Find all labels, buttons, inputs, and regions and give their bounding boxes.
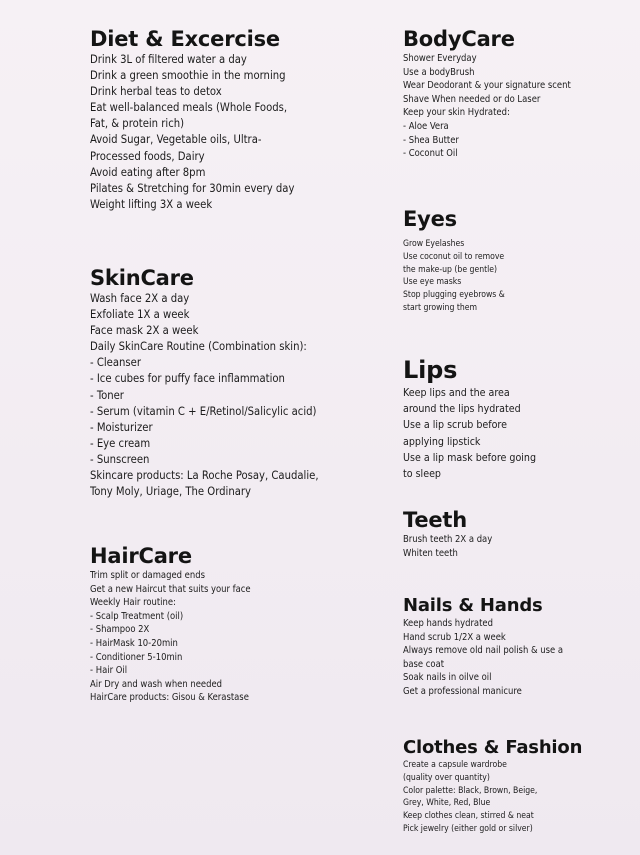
list-item: Drink a green smoothie in the morning [90,69,286,83]
section-clothes [403,736,635,836]
list-item: - Hair Oil [90,665,128,677]
list-item: Hand scrub 1/2X a week [403,631,506,643]
list-item: Stop plugging eyebrows & [403,290,505,301]
list-item: Keep your skin Hydrated: [403,107,510,119]
list-item: - Eye cream [90,436,151,450]
list-item: Color palette: Black, Brown, Beige, [403,785,538,796]
section-title: Teeth [403,508,468,532]
section-teeth [403,507,635,560]
list-item: Always remove old nail polish & use a [403,645,563,657]
list-item: - Aloe Vera [403,120,449,132]
section-haircare [90,543,390,705]
list-item: - Toner [90,388,124,402]
list-item: - Cleanser [90,356,141,370]
item-list [403,759,635,836]
list-item: Keep hands hydrated [403,618,493,629]
list-item: the make-up (be gentle) [403,264,498,275]
list-item: Processed foods, Dairy [90,149,205,163]
list-item: Use eye masks [403,277,462,288]
list-item: base coat [403,658,445,670]
list-item: Drink 3L of filtered water a day [90,53,247,66]
item-list [403,385,635,482]
list-item: Face mask 2X a week [90,324,199,338]
item-list [403,238,635,315]
list-item: Pick jewelry (either gold or silver) [403,823,533,834]
list-item: - Serum (vitamin C + E/Retinol/Salicylic acid) [90,404,317,418]
section-bodycare [403,26,635,161]
list-item: Brush teeth 2X a day [403,534,493,545]
list-item: Grow Eyelashes [403,239,465,249]
list-item: Daily SkinCare Routine (Combination skin): [90,340,307,354]
list-item: - Scalp Treatment (oil) [90,610,184,622]
list-item: (quality over quantity) [403,772,490,783]
section-title: HairCare [90,544,192,568]
section-nails [403,594,635,699]
list-item: Wear Deodorant & your signature scent [403,80,571,92]
list-item: - HairMask 10-20min [90,637,178,649]
item-list [90,569,390,705]
item-list [403,52,635,161]
list-item: to sleep [403,468,441,481]
list-item: Keep lips and the area [403,387,510,399]
list-item: Pilates & Stretching for 30min every day [90,181,295,195]
section-title: Eyes [403,207,457,231]
list-item: Keep clothes clean, stirred & neat [403,811,534,822]
list-item: Use coconut oil to remove [403,251,505,262]
section-lips [403,355,635,482]
list-item: Get a professional manicure [403,685,522,697]
list-item: Exfoliate 1X a week [90,308,190,322]
list-item: Whiten teeth [403,547,458,559]
section-title: Nails & Hands [403,595,543,616]
item-list [403,617,635,699]
list-item: around the lips hydrated [403,403,521,416]
section-eyes [403,206,635,315]
list-item: Fat, & protein rich) [90,117,185,131]
item-list [90,52,390,213]
list-item: Eat well-balanced meals (Whole Foods, [90,101,288,115]
list-item: Grey, White, Red, Blue [403,798,491,809]
section-skincare [90,265,390,500]
section-title: Clothes & Fashion [403,737,583,758]
list-item: Shave When needed or do Laser [403,93,541,105]
list-item: - Moisturizer [90,420,153,434]
list-item: Air Dry and wash when needed [90,678,223,690]
item-list [403,533,635,560]
list-item: Shower Everyday [403,53,477,64]
list-item: Tony Moly, Uriage, The Ordinary [90,485,251,499]
list-item: Weekly Hair routine: [90,597,176,609]
list-item: Soak nails in oilve oil [403,672,492,684]
list-item: Get a new Haircut that suits your face [90,583,251,595]
list-item: - Conditioner 5-10min [90,651,183,663]
list-item: - Ice cubes for puffy face inflammation [90,372,285,386]
section-title: BodyCare [403,27,515,51]
section-diet [90,26,390,213]
list-item: Skincare products: La Roche Posay, Caudalie, [90,469,319,483]
list-item: Use a lip mask before going [403,451,537,464]
list-item: Weight lifting 3X a week [90,197,213,211]
list-item: Use a lip scrub before [403,419,507,432]
list-item: Drink herbal teas to detox [90,85,222,99]
list-item: Use a bodyBrush [403,66,475,78]
list-item: Avoid eating after 8pm [90,165,206,179]
list-item: Create a capsule wardrobe [403,760,507,770]
list-item: - Shea Butter [403,134,459,146]
list-item: Trim split or damaged ends [90,570,205,581]
list-item: HairCare products: Gisou & Kerastase [90,692,249,704]
list-item: start growing them [403,302,478,313]
list-item: - Coconut Oil [403,148,458,160]
list-item: applying lipstick [403,435,481,448]
list-item: Avoid Sugar, Vegetable oils, Ultra- [90,133,262,147]
list-item: - Shampoo 2X [90,624,150,636]
section-title: Lips [403,356,458,384]
list-item: - Sunscreen [90,452,150,466]
list-item: Wash face 2X a day [90,292,190,305]
section-title: SkinCare [90,266,194,290]
item-list [90,291,390,500]
section-title: Diet & Excercise [90,27,280,51]
